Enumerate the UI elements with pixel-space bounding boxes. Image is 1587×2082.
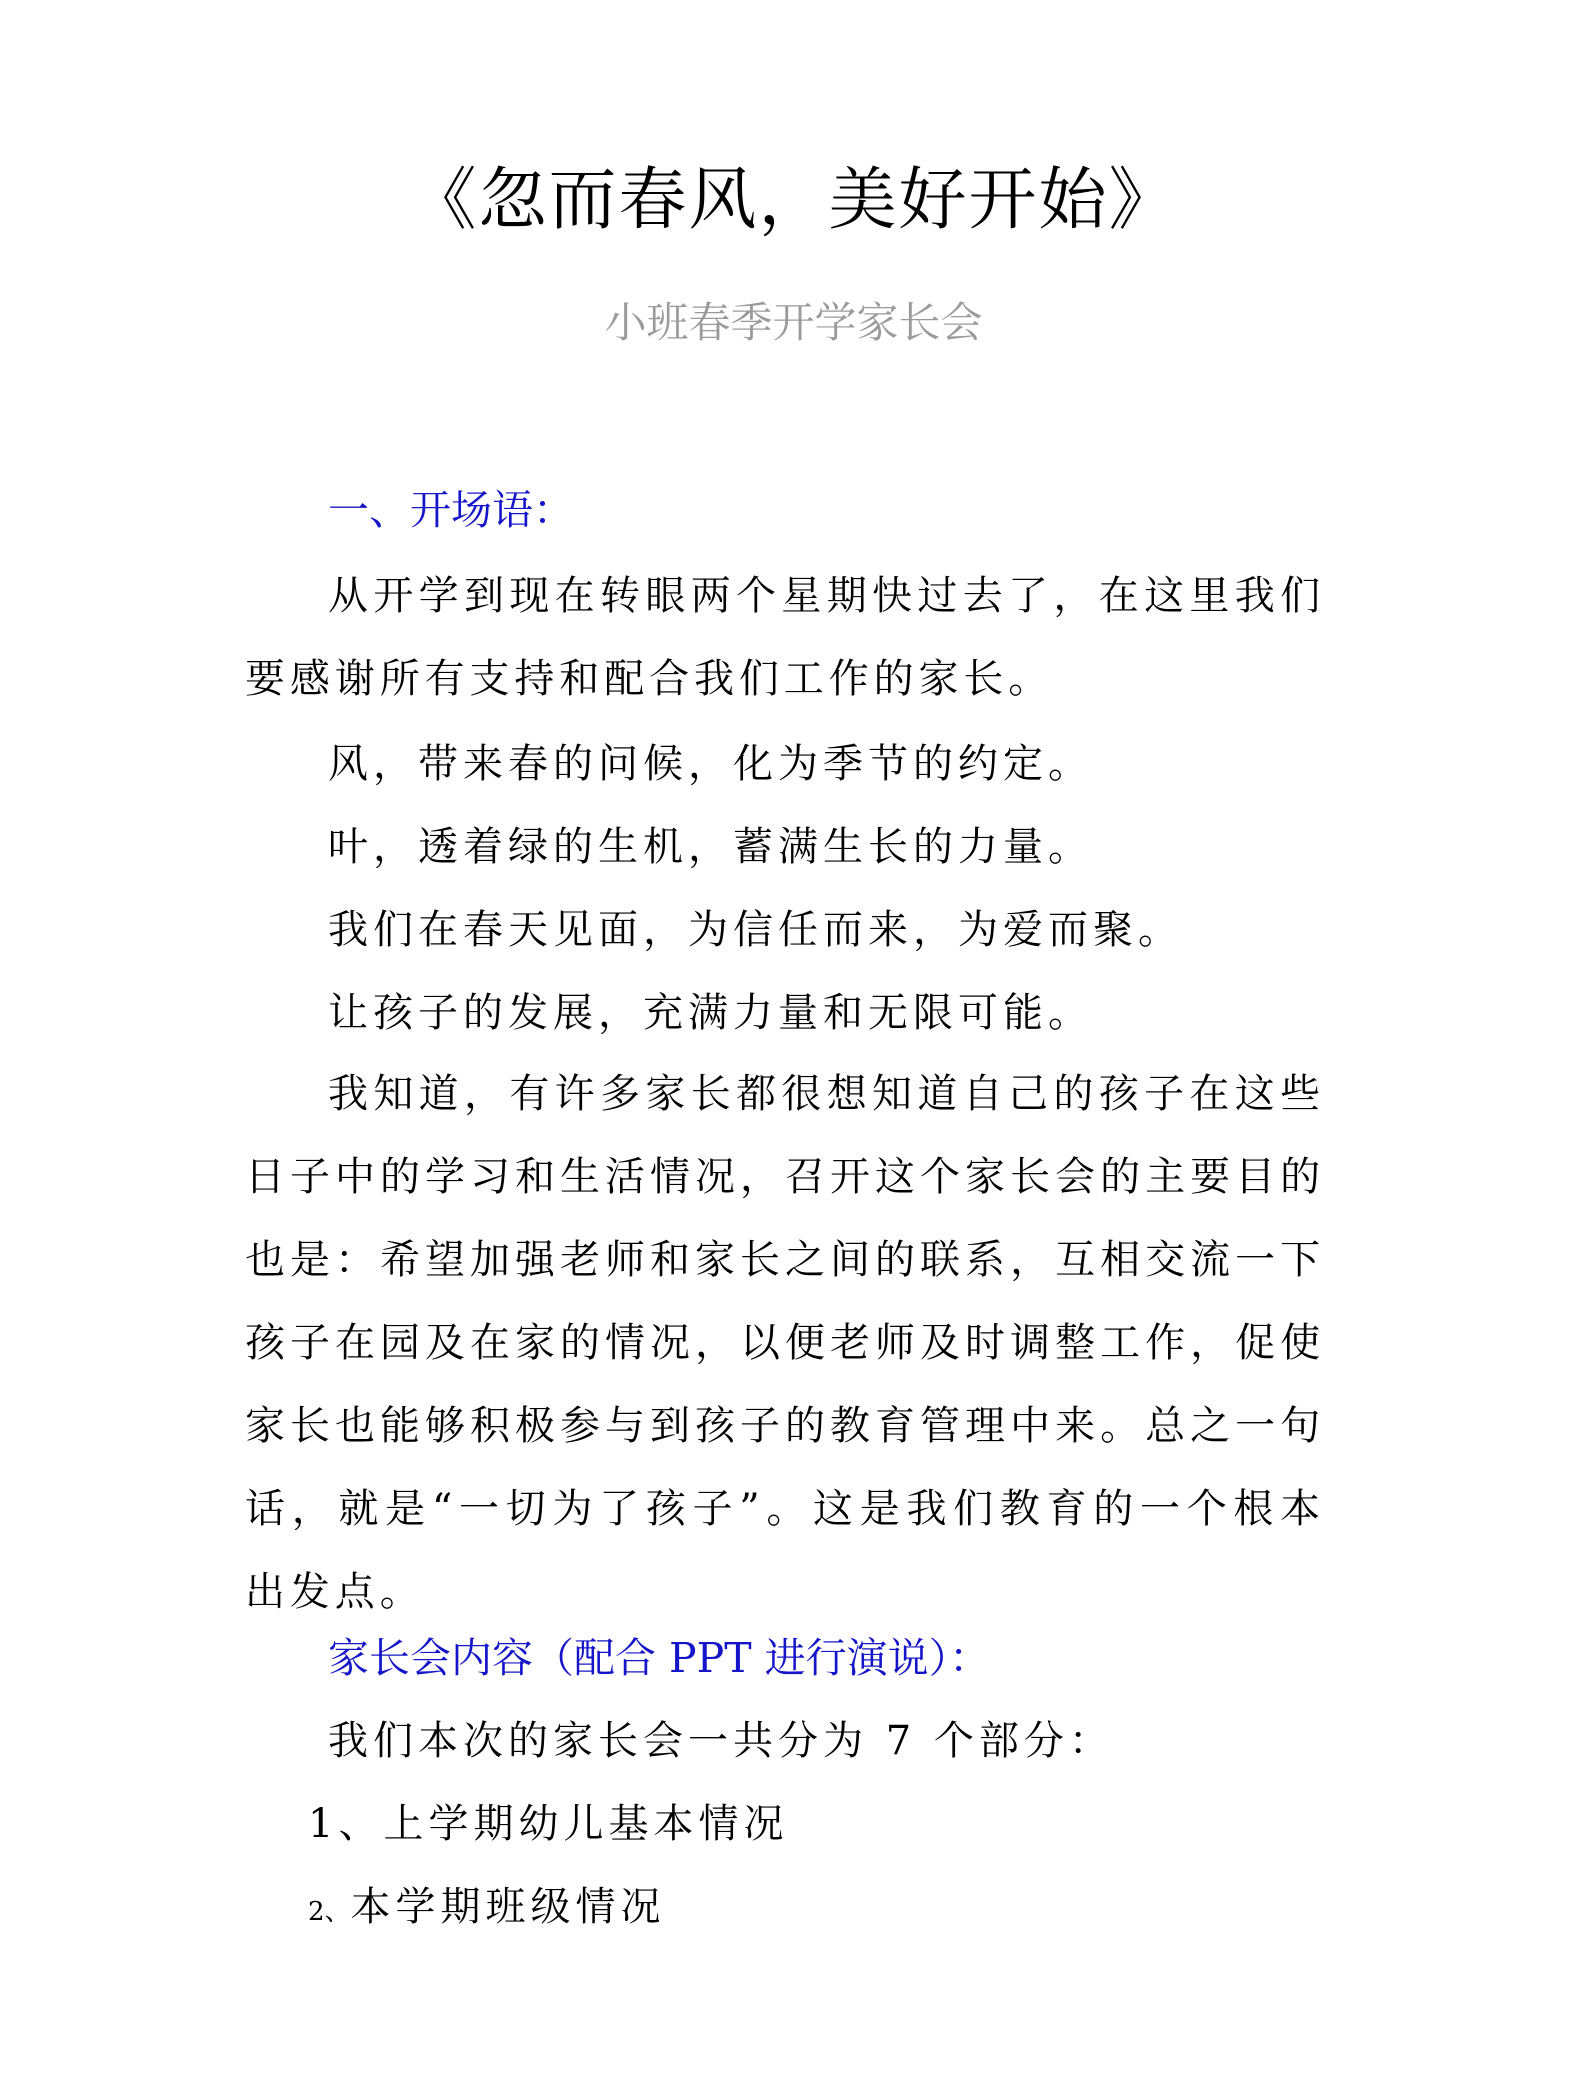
list-item-text: 本学期班级情况 <box>350 1884 666 1930</box>
list-item <box>308 1796 788 1852</box>
list-item-number: 1、 <box>308 1801 384 1847</box>
poem-line-3: 我们在春天见面，为信任而来，为爱而聚。 <box>328 907 1183 953</box>
opening-paragraph-1: 从开学到现在转眼两个星期快过去了，在这里我们要感谢所有支持和配合我们工作的家长。 <box>245 573 1325 702</box>
poem-line-2: 叶，透着绿的生机，蓄满生长的力量。 <box>328 824 1093 870</box>
poem-line-1: 风，带来春的问候，化为季节的约定。 <box>328 741 1093 787</box>
content-intro: 我们本次的家长会一共分为 7 个部分： <box>328 1718 1114 1764</box>
opening-paragraph-2: 我知道，有许多家长都很想知道自己的孩子在这些日子中的学习和生活情况，召开这个家长会的主要目的也是：希望加强老师和家长之间的联系，互相交流一下孩子在园及在家的情况，以便老师及时调整工作，促使家长也能够积极参与到孩子的教育管理中来。总之一句话，就是“一切为了孩子”。这是我们教育的一个根本出发点。 <box>245 1071 1325 1615</box>
document-subtitle: 小班春季开学家长会 <box>604 298 983 347</box>
poem-line-4: 让孩子的发展，充满力量和无限可能。 <box>328 990 1093 1036</box>
list-item <box>308 1879 666 1940</box>
section-heading-content: 家长会内容（配合 PPT 进行演说）： <box>328 1634 991 1682</box>
list-item-text: 上学期幼儿基本情况 <box>383 1801 789 1847</box>
document-title: 《忽而春风，美好开始》 <box>408 161 1179 240</box>
section-heading-opening: 一、开场语： <box>328 486 574 534</box>
list-item-number: 2、 <box>308 1897 351 1927</box>
